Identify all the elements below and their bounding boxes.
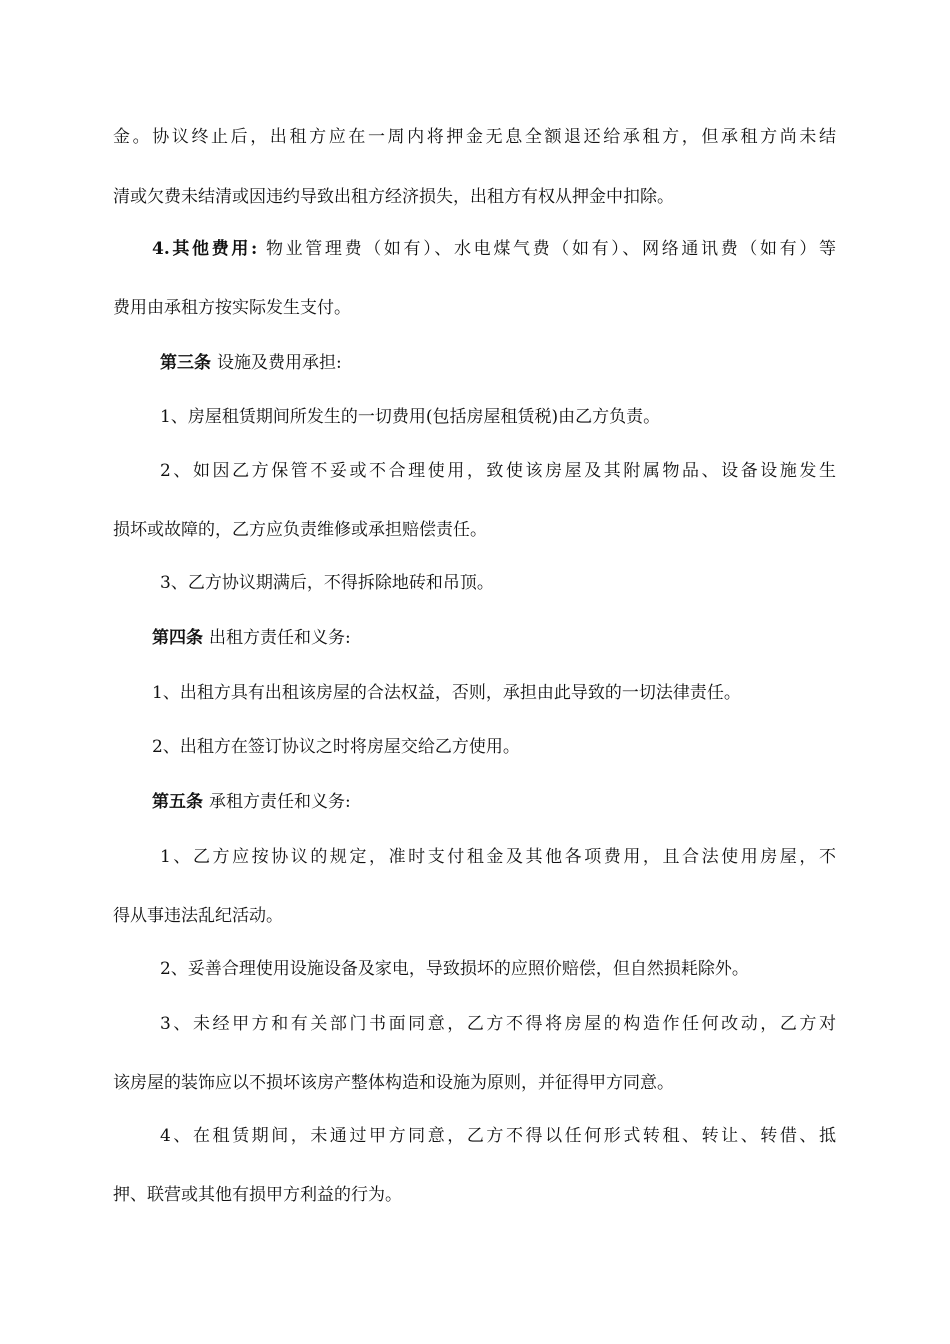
article3-heading: 第三条 — [160, 353, 211, 373]
other-fees-line-2: 费用由承租方按实际发生支付。 — [113, 298, 351, 318]
other-fees-text: 物业管理费（如有）、水电煤气费（如有）、网络通讯费（如有）等 — [263, 239, 836, 259]
article3-item-2-line-2: 损坏或故障的，乙方应负责维修或承担赔偿责任。 — [113, 520, 487, 540]
article3-heading-line — [160, 352, 342, 374]
article5-item-1-line-1: 1、乙方应按协议的规定，准时支付租金及其他各项费用，且合法使用房屋，不 — [160, 847, 836, 867]
deposit-line-1: 金。协议终止后，出租方应在一周内将押金无息全额退还给承租方，但承租方尚未结 — [113, 127, 836, 147]
article5-item-2: 2、妥善合理使用设施设备及家电，导致损坏的应照价赔偿，但自然损耗除外。 — [160, 959, 749, 979]
other-fees-line-1 — [152, 238, 836, 260]
other-fees-heading: 4.其他费用: — [152, 239, 258, 259]
article3-item-3: 3、乙方协议期满后，不得拆除地砖和吊顶。 — [160, 573, 494, 593]
article5-title: 承租方责任和义务: — [209, 792, 351, 812]
article3-item-2-line-1: 2、如因乙方保管不妥或不合理使用，致使该房屋及其附属物品、设备设施发生 — [160, 461, 836, 481]
article5-item-4-line-1: 4、在租赁期间，未通过甲方同意，乙方不得以任何形式转租、转让、转借、抵 — [160, 1126, 836, 1146]
article5-item-1-line-2: 得从事违法乱纪活动。 — [113, 906, 283, 926]
article4-item-2: 2、出租方在签订协议之时将房屋交给乙方使用。 — [152, 737, 520, 757]
article5-item-3-line-1: 3、未经甲方和有关部门书面同意，乙方不得将房屋的构造作任何改动，乙方对 — [160, 1014, 836, 1034]
article4-title: 出租方责任和义务: — [209, 628, 351, 648]
article5-heading: 第五条 — [152, 792, 203, 812]
article4-heading-line — [152, 627, 351, 649]
article5-item-4-line-2: 押、联营或其他有损甲方利益的行为。 — [113, 1185, 402, 1205]
article3-item-1: 1、房屋租赁期间所发生的一切费用(包括房屋租赁税)由乙方负责。 — [160, 407, 661, 427]
article3-title: 设施及费用承担: — [217, 353, 342, 373]
article4-heading: 第四条 — [152, 628, 203, 648]
deposit-line-2: 清或欠费未结清或因违约导致出租方经济损失，出租方有权从押金中扣除。 — [113, 187, 674, 207]
article4-item-1: 1、出租方具有出租该房屋的合法权益，否则，承担由此导致的一切法律责任。 — [152, 683, 741, 703]
article5-heading-line — [152, 791, 351, 813]
article5-item-3-line-2: 该房屋的装饰应以不损坏该房产整体构造和设施为原则，并征得甲方同意。 — [113, 1073, 674, 1093]
